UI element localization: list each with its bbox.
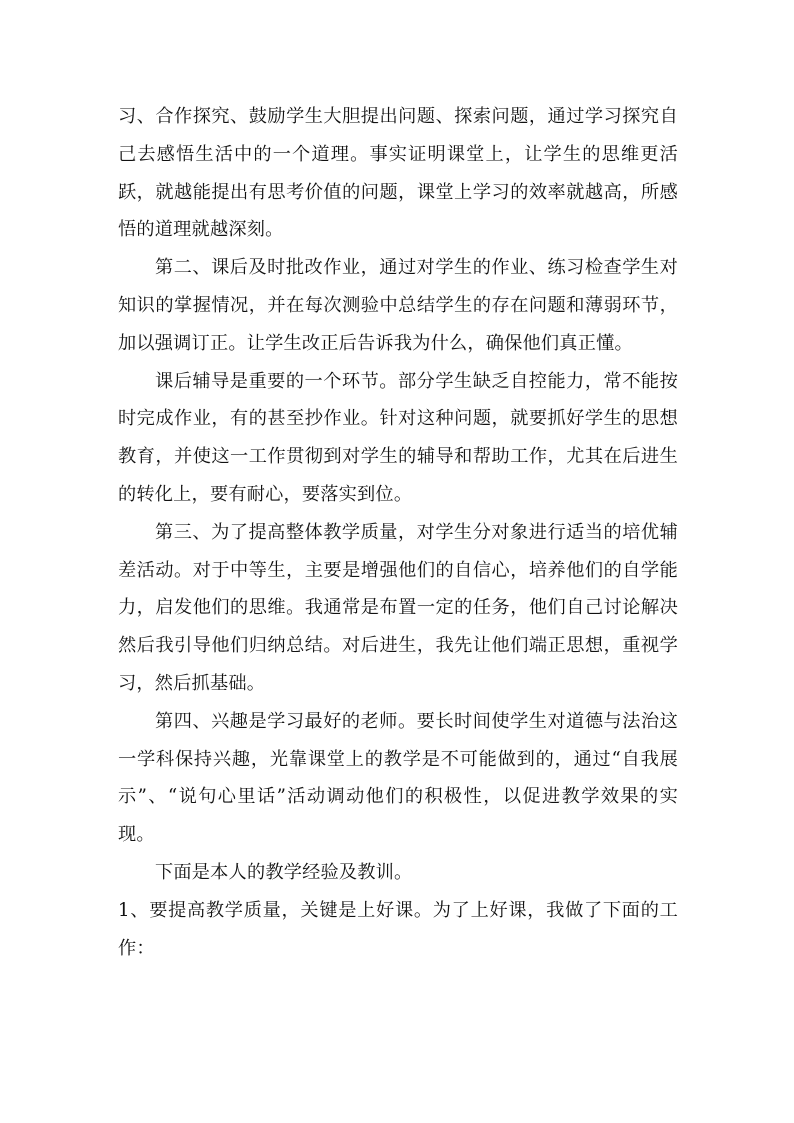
paragraph-experience-intro: 下面是本人的教学经验及教训。 (155, 861, 413, 883)
document-body (118, 98, 678, 967)
paragraph-second-point: 第二、课后及时批改作业，通过对学生的作业、练习检查学生对知识的掌握情况，并在每次测验中总结学生的存在问题和薄弱环节，加以强调订正。让学生改正后告诉我为什么，确保他们真正懂。 (118, 257, 678, 354)
paragraph-after-class-tutoring: 课后辅导是重要的一个环节。部分学生缺乏自控能力，常不能按时完成作业，有的甚至抄作业。针对这种问题，就要抓好学生的思想教育，并使这一工作贯彻到对学生的辅导和帮助工作，尤其在后进生的转化上，要有耐心，要落实到位。 (118, 370, 678, 505)
paragraph-third-point: 第三、为了提高整体教学质量，对学生分对象进行适当的培优辅差活动。对于中等生，主要是增强他们的自信心，培养他们的自学能力，启发他们的思维。我通常是布置一定的任务，他们自己讨论解决然后我引导他们归纳总结。对后进生，我先让他们端正思想，重视学习，然后抓基础。 (118, 521, 678, 694)
paragraph-fourth-point: 第四、兴趣是学习最好的老师。要长时间使学生对道德与法治这一学科保持兴趣，光靠课堂上的教学是不可能做到的，通过“自我展示”、“说句心里话”活动调动他们的积极性，以促进教学效果的实现。 (118, 710, 678, 846)
list-item-1: 1、要提高教学质量，关键是上好课。为了上好课，我做了下面的工作： (118, 899, 678, 959)
paragraph-continuation: 习、合作探究、鼓励学生大胆提出问题、探索问题，通过学习探究自己去感悟生活中的一个道理。事实证明课堂上，让学生的思维更活跃，就越能提出有思考价值的问题，课堂上学习的效率就越高，所感悟的道理就越深刻。 (118, 106, 678, 241)
